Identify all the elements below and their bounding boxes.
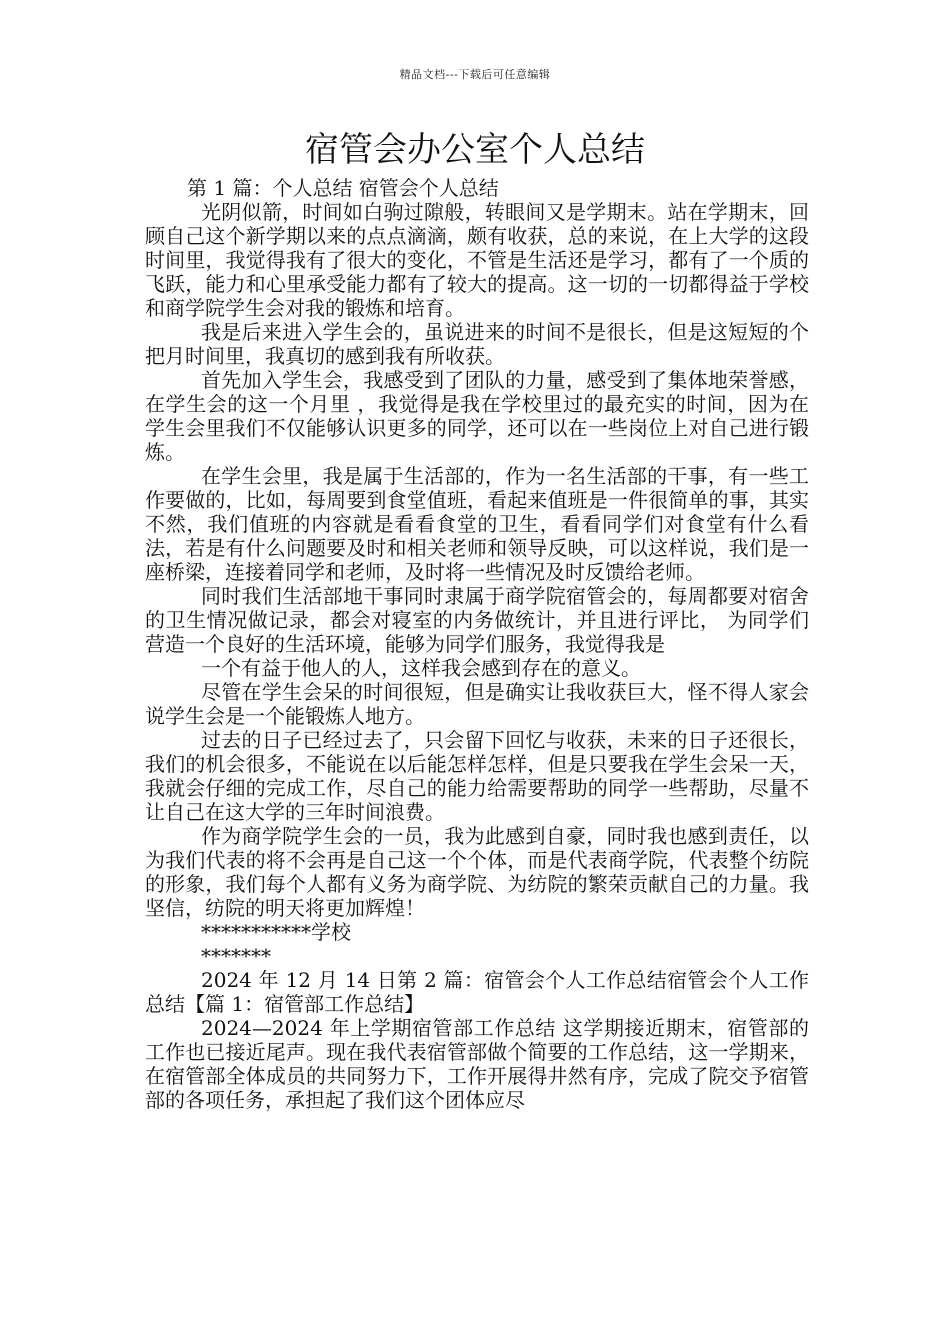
signature-mask: ******* (201, 944, 271, 968)
document-title: 宿管会办公室个人总结 (305, 130, 645, 170)
page-header: 精品文档---下载后可任意编辑 (399, 68, 551, 81)
document-body (145, 176, 809, 1112)
paragraph: 我是后来进入学生会的，虽说进来的时间不是很长，但是这短短的个把月时间里，我真切的感到我有所收获。 (145, 320, 809, 368)
paragraph: 2024—2024 年上学期宿管部工作总结 这学期接近期末，宿管部的工作也已接近尾声。现在我代表宿管部做个简要的工作总结，这一学期来，在宿管部全体成员的共同努力下，工作开展得井然有序，完成了院交予宿管部的各项任务，承担起了我们这个团体应尽 (145, 1016, 809, 1112)
paragraph: 在学生会里，我是属于生活部的，作为一名生活部的干事，有一些工作要做的，比如，每周要到食堂值班，看起来值班是一件很简单的事，其实不然，我们值班的内容就是看看食堂的卫生，看看同学们对食堂有什么看法，若是有什么问题要及时和相关老师和领导反映，可以这样说，我们是一座桥梁，连接着同学和老师，及时将一些情况及时反馈给老师。 (145, 464, 809, 584)
paragraph: 2024 年 12 月 14 日第 2 篇：宿管会个人工作总结宿管会个人工作总结【篇 1：宿管部工作总结】 (145, 968, 809, 1016)
paragraph: 尽管在学生会呆的时间很短，但是确实让我收获巨大，怪不得人家会说学生会是一个能锻炼人地方。 (145, 680, 809, 728)
section-heading: 第 1 篇：个人总结 宿管会个人总结 (187, 176, 499, 200)
paragraph: 首先加入学生会，我感受到了团队的力量，感受到了集体地荣誉感，在学生会的这一个月里 ，我觉得是我在学校里过的最充实的时间，因为在学生会里我们不仅能够认识更多的同学，还可以在一些岗位上对自己进行锻炼。 (145, 368, 809, 464)
paragraph: 光阴似箭，时间如白驹过隙般，转眼间又是学期末。站在学期末，回顾自己这个新学期以来的点点滴滴，颇有收获，总的来说，在上大学的这段时间里，我觉得我有了很大的变化，不管是生活还是学习，都有了一个质的飞跃，能力和心里承受能力都有了较大的提高。这一切的一切都得益于学校和商学院学生会对我的锻炼和培育。 (145, 200, 809, 320)
paragraph: 一个有益于他人的人，这样我会感到存在的意义。 (201, 656, 641, 680)
paragraph: 同时我们生活部地干事同时隶属于商学院宿管会的，每周都要对宿舍的卫生情况做记录，都会对寝室的内务做统计，并且进行评比， 为同学们营造一个良好的生活环境，能够为同学们服务，我觉得我是 (145, 584, 809, 656)
paragraph: 作为商学院学生会的一员，我为此感到自豪，同时我也感到责任，以为我们代表的将不会再是自己这一个个体，而是代表商学院，代表整个纺院的形象，我们每个人都有义务为商学院、为纺院的繁荣贡献自己的力量。我坚信，纺院的明天将更加辉煌！ (145, 824, 809, 920)
signature-school: ***********学校 (201, 920, 351, 944)
paragraph: 过去的日子已经过去了，只会留下回忆与收获，未来的日子还很长，我们的机会很多，不能说在以后能怎样怎样，但是只要我在学生会呆一天，我就会仔细的完成工作，尽自己的能力给需要帮助的同学一些帮助，尽量不让自己在这大学的三年时间浪费。 (145, 728, 809, 824)
